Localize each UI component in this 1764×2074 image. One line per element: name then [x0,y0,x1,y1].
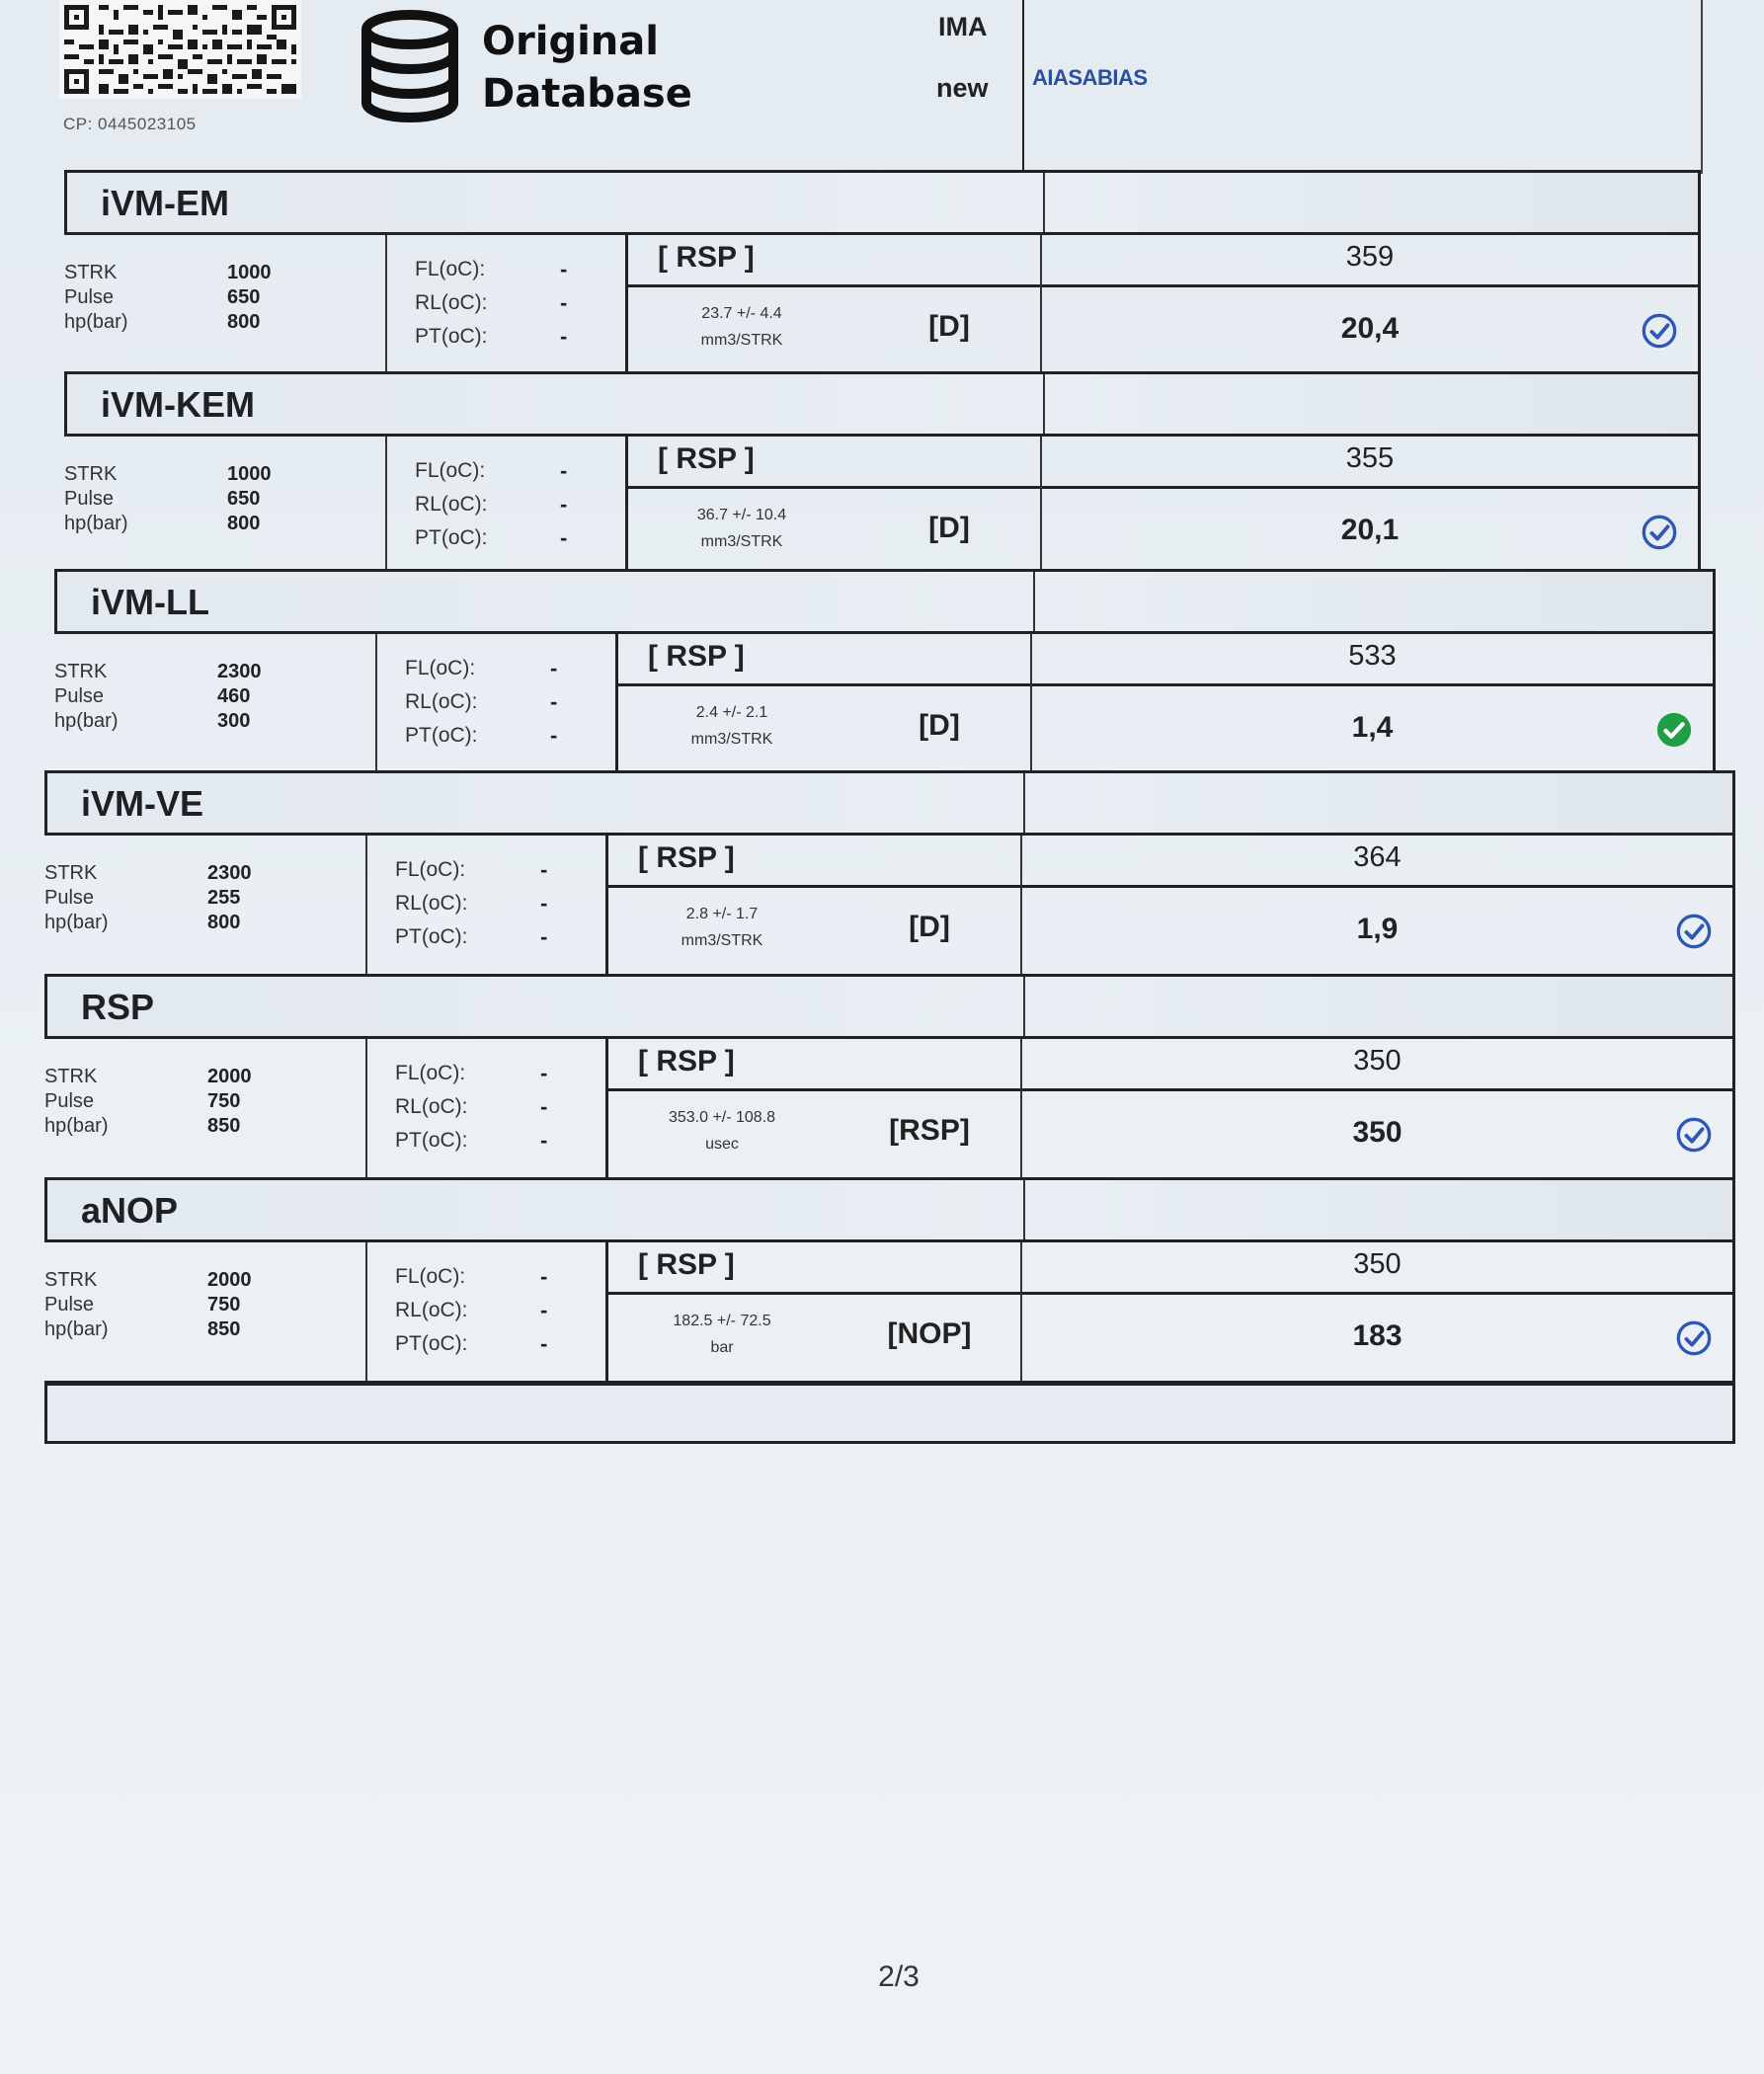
temps-cell [385,235,625,373]
temps-cell [365,1039,605,1177]
param-label: Pulse [44,1090,95,1112]
temp-value: - [560,257,568,281]
value-divider [1032,683,1713,686]
temp-label: RL(oC): [395,1095,468,1118]
param-label: STRK [44,1269,98,1291]
rsp-tolerance [628,1104,816,1157]
measured-value: 350 [1352,1116,1403,1149]
check-circle-icon [1641,312,1678,350]
rsp-range: 353.0 +/- 108.8 [668,1109,776,1126]
values-cell [1020,1039,1735,1177]
value-divider [1022,1292,1732,1295]
param-label: Pulse [44,887,95,909]
title-divider [1043,374,1045,434]
reference-value: 350 [1353,1248,1402,1280]
user-name: AIASABIAS [1032,65,1148,90]
temp-value: - [560,458,568,483]
values-cell [1040,235,1701,373]
header-divider [1022,0,1024,174]
temp-label: PT(oC): [395,1332,468,1355]
param-label: Pulse [54,685,105,707]
rsp-range-unit: mm3/STRK [700,533,783,550]
section-title: iVM-VE [81,783,204,824]
rsp-tag: [ RSP ] [658,241,755,274]
param-values [227,462,272,536]
param-value: 850 [207,1318,241,1340]
temp-value: - [560,525,568,550]
section-title: iVM-LL [91,582,209,622]
temp-label: FL(oC): [395,1265,466,1288]
section-body [64,437,1701,575]
test-section [44,770,1735,977]
temp-values [560,454,567,555]
rsp-tolerance [648,300,836,354]
temp-value: - [560,324,568,349]
param-values [207,1065,252,1139]
rsp-unit: [D] [909,911,950,943]
header-right-border [1701,0,1703,174]
rsp-cell [605,1039,1020,1177]
reference-value: 350 [1353,1045,1402,1077]
temp-value: - [540,1298,548,1322]
param-value: 460 [217,685,251,707]
param-value: 800 [207,912,241,933]
test-section [54,569,1716,775]
section-title-bar [44,1177,1735,1242]
rsp-range: 23.7 +/- 4.4 [701,305,782,322]
title-divider [1023,977,1025,1036]
rsp-unit: [D] [919,709,960,742]
param-value: 800 [227,311,261,333]
param-label: hp(bar) [64,311,128,333]
param-label: STRK [44,862,98,884]
test-section [44,1177,1735,1384]
temp-values [550,652,557,753]
ima-label: IMA [938,12,988,41]
section-title-bar [54,569,1716,634]
rsp-divider [608,1088,1020,1091]
rsp-cell [625,235,1040,373]
param-label: hp(bar) [44,1115,109,1137]
param-value: 1000 [227,262,272,283]
rsp-tag: [ RSP ] [638,841,735,874]
temp-label: PT(oC): [395,925,468,948]
temp-value: - [540,857,548,882]
values-cell [1030,634,1716,772]
section-body [54,634,1716,772]
rsp-range-unit: mm3/STRK [690,731,773,748]
reference-value: 355 [1345,442,1395,474]
temp-labels [415,454,488,555]
check-circle-icon [1675,1116,1713,1154]
param-value: 750 [207,1090,241,1112]
test-section [64,170,1701,376]
section-title: iVM-KEM [101,384,255,425]
title-divider [1043,173,1045,232]
param-value: 2300 [217,661,262,682]
section-body [44,1242,1735,1381]
params-cell [44,1242,365,1381]
test-section [64,371,1701,578]
rsp-range: 2.4 +/- 2.1 [695,704,768,721]
param-label: Pulse [44,1294,95,1316]
param-label: hp(bar) [54,710,119,732]
param-values [207,1268,252,1342]
rsp-range-unit: bar [710,1339,734,1356]
param-value: 750 [207,1294,241,1316]
rsp-unit: [D] [928,512,970,544]
reference-value: 359 [1345,241,1395,273]
rsp-tag: [ RSP ] [638,1248,735,1281]
rsp-tag: [ RSP ] [658,442,755,475]
temp-label: FL(oC): [395,858,466,881]
section-body [44,1039,1735,1177]
param-label: STRK [44,1066,98,1087]
temp-labels [395,1260,468,1361]
temp-value: - [540,1128,548,1153]
rsp-divider [628,284,1040,287]
temp-label: RL(oC): [415,493,488,516]
temps-cell [385,437,625,575]
value-divider [1022,885,1732,888]
params-cell [44,836,365,974]
temp-values [540,1057,547,1157]
section-title-bar [64,371,1701,437]
check-circle-icon [1641,514,1678,551]
measured-value: 20,1 [1340,514,1400,546]
param-labels [44,1065,108,1139]
test-section [44,974,1735,1180]
rsp-cell [605,836,1020,974]
params-cell [64,235,385,373]
temp-labels [405,652,478,753]
section-title-bar [44,974,1735,1039]
temp-label: FL(oC): [415,459,486,482]
temp-value: - [540,924,548,949]
temp-value: - [540,1264,548,1289]
rsp-tolerance [628,1308,816,1361]
param-label: STRK [64,262,118,283]
param-value: 2000 [207,1269,252,1291]
brand-line-1: Original [482,19,659,64]
section-title-bar [64,170,1701,235]
value-divider [1042,284,1698,287]
temp-value: - [550,656,558,680]
temps-cell [375,634,615,772]
rsp-range-unit: mm3/STRK [681,932,763,949]
values-cell [1040,437,1701,575]
value-divider [1022,1088,1732,1091]
rsp-divider [608,885,1020,888]
temp-label: PT(oC): [395,1129,468,1152]
temp-values [540,853,547,954]
rsp-cell [605,1242,1020,1381]
temp-values [560,253,567,354]
param-label: Pulse [64,488,115,510]
brand-line-2: Database [482,71,692,117]
rsp-unit: [D] [928,310,970,343]
param-value: 255 [207,887,241,909]
measured-value: 183 [1352,1319,1403,1352]
param-value: 850 [207,1115,241,1137]
param-label: hp(bar) [44,1318,109,1340]
param-label: STRK [64,463,118,485]
rsp-range-unit: mm3/STRK [700,332,783,349]
section-title: RSP [81,987,155,1027]
temp-label: FL(oC): [415,258,486,280]
param-label: hp(bar) [44,912,109,933]
param-values [207,861,252,935]
param-value: 650 [227,488,261,510]
temps-cell [365,1242,605,1381]
page-number: 2/3 [878,1960,920,1993]
rsp-tag: [ RSP ] [638,1045,735,1077]
new-label: new [936,73,989,103]
temp-labels [415,253,488,354]
section-body [44,836,1735,974]
check-circle-icon [1675,1319,1713,1357]
temp-value: - [560,290,568,315]
params-cell [64,437,385,575]
rsp-range: 182.5 +/- 72.5 [673,1313,771,1329]
temp-value: - [540,1061,548,1085]
param-value: 300 [217,710,251,732]
temp-value: - [550,689,558,714]
temp-label: RL(oC): [395,892,468,915]
measured-value: 20,4 [1340,312,1400,345]
brand-name [482,16,692,120]
temp-label: FL(oC): [395,1062,466,1084]
values-cell [1020,836,1735,974]
temp-label: RL(oC): [415,291,488,314]
qr-code-icon [59,0,301,99]
cp-code: CP: 0445023105 [63,115,197,133]
temp-label: RL(oC): [395,1299,468,1321]
temp-label: RL(oC): [405,690,478,713]
temp-label: PT(oC): [405,724,478,747]
section-title: aNOP [81,1190,179,1231]
param-values [227,261,272,335]
reference-value: 364 [1353,841,1402,873]
temp-value: - [560,492,568,517]
rsp-cell [625,437,1040,575]
section-body [64,235,1701,373]
rsp-unit: [RSP] [889,1114,970,1147]
param-values [217,660,262,734]
param-value: 800 [227,513,261,534]
temp-value: - [550,723,558,748]
param-label: STRK [54,661,108,682]
temp-labels [395,853,468,954]
rsp-range-unit: usec [705,1136,739,1153]
temp-value: - [540,891,548,916]
param-labels [64,462,127,536]
rsp-range: 2.8 +/- 1.7 [685,906,759,922]
check-circle-icon [1675,913,1713,950]
values-cell [1020,1242,1735,1381]
temp-values [540,1260,547,1361]
param-value: 1000 [227,463,272,485]
title-divider [1023,1180,1025,1239]
param-value: 2300 [207,862,252,884]
rsp-range: 36.7 +/- 10.4 [696,507,787,523]
check-circle-filled-icon [1655,711,1693,749]
rsp-unit: [NOP] [887,1317,972,1350]
rsp-divider [608,1292,1020,1295]
title-divider [1033,572,1035,631]
temp-value: - [540,1094,548,1119]
section-title-bar [44,770,1735,836]
param-labels [44,1268,108,1342]
params-cell [44,1039,365,1177]
param-labels [54,660,118,734]
rsp-divider [618,683,1030,686]
temp-value: - [540,1331,548,1356]
value-divider [1042,486,1698,489]
measured-value: 1,9 [1356,913,1399,945]
rsp-tolerance [638,699,826,753]
temp-label: PT(oC): [415,526,488,549]
param-label: Pulse [64,286,115,308]
param-value: 2000 [207,1066,252,1087]
measured-value: 1,4 [1351,711,1394,744]
section-title: iVM-EM [101,183,229,223]
temp-label: PT(oC): [415,325,488,348]
rsp-divider [628,486,1040,489]
param-labels [64,261,127,335]
rsp-tolerance [648,502,836,555]
param-labels [44,861,108,935]
params-cell [54,634,375,772]
empty-footer-row [44,1383,1735,1444]
rsp-tag: [ RSP ] [648,640,745,673]
temp-labels [395,1057,468,1157]
param-value: 650 [227,286,261,308]
temp-label: FL(oC): [405,657,476,679]
temps-cell [365,836,605,974]
reference-value: 533 [1348,640,1397,672]
title-divider [1023,773,1025,833]
param-label: hp(bar) [64,513,128,534]
database-icon [356,8,464,124]
rsp-tolerance [628,901,816,954]
rsp-cell [615,634,1030,772]
